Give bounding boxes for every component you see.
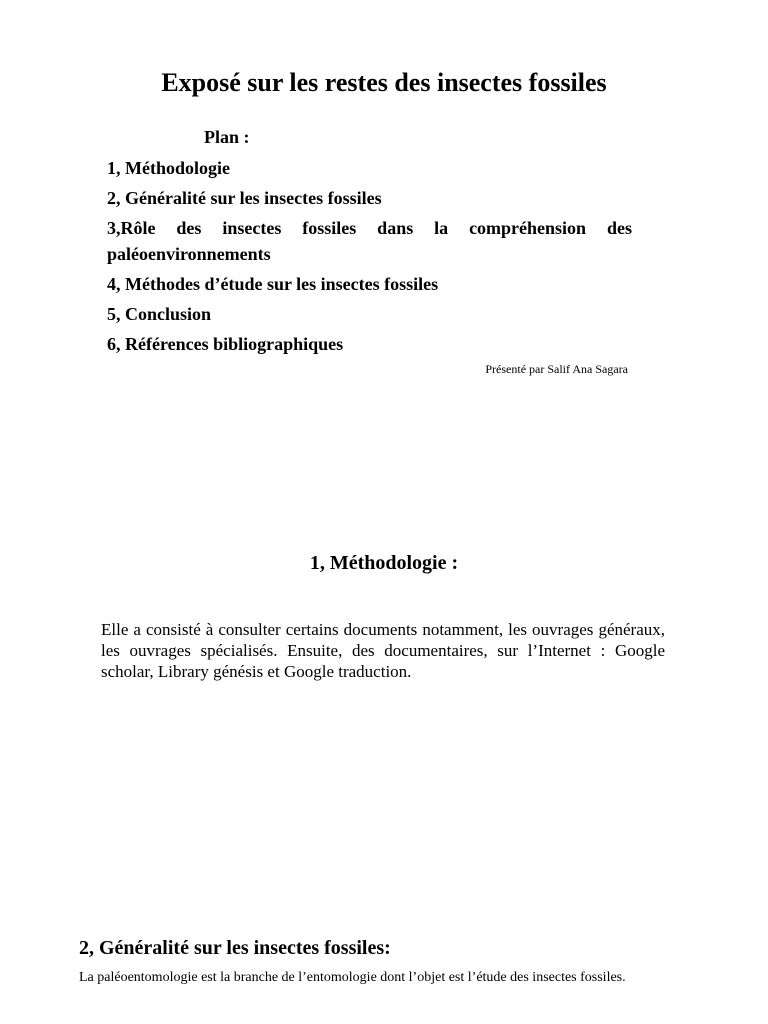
document-title: Exposé sur les restes des insectes fossiles (161, 68, 607, 97)
plan-item-methodes: 4, Méthodes d’étude sur les insectes fossiles (107, 274, 439, 294)
plan-label: Plan : (204, 127, 250, 147)
section-heading-methodologie: 1, Méthodologie : (309, 552, 459, 574)
plan-item-generalite: 2, Généralité sur les insectes fossiles (107, 188, 382, 208)
plan-list (107, 155, 632, 361)
presenter-credit: Présenté par Salif Ana Sagara (485, 362, 628, 376)
plan-item-conclusion: 5, Conclusion (107, 304, 212, 324)
section-paragraph-generalite: La paléoentomologie est la branche de l’entomologie dont l’objet est l’étude des insectes fossiles. (79, 970, 626, 985)
section-heading-generalite: 2, Généralité sur les insectes fossiles: (79, 937, 391, 959)
plan-item-methodologie: 1, Méthodologie (107, 158, 230, 178)
plan-item-references: 6, Références bibliographiques (107, 334, 344, 354)
plan-item-role: 3,Rôle des insectes fossiles dans la compréhension des paléoenvironnements (107, 218, 632, 264)
section-paragraph-methodologie: Elle a consisté à consulter certains documents notamment, les ouvrages généraux, les ouvrages spécialisés. Ensuite, des documentaires, sur l’Internet : Google scholar, Library génésis et Google traduction. (101, 620, 665, 681)
